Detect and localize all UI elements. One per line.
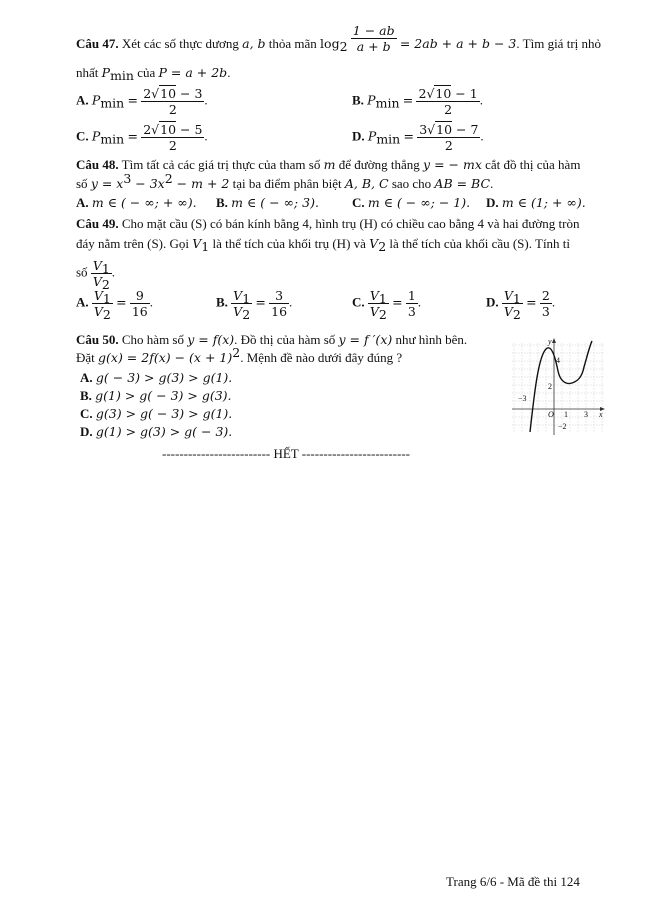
q49-line2: đáy nằm trên (S). Gọi $V_1$ là thể tích của khối trụ (H) và $V_2$ là thể tích của khối cầu (S). Tính tỉ xyxy=(76,236,571,254)
q48-line1: Câu 48. Tìm tất cả các giá trị thực của tham số m để đường thẳng y = − mx cắt đồ thị của hàm xyxy=(76,157,581,172)
q47-option-c: C. $P_{min}$ = $\frac{2√10 - 5}{2}$ . xyxy=(76,122,208,153)
q49-label: Câu 49. xyxy=(76,216,119,231)
graph-y-label: y xyxy=(548,337,552,346)
q48-option-c: C. m ∈ ( − ∞; − 1). xyxy=(352,195,471,210)
q47-fraction: $\frac{1 - ab}{a + b}$ xyxy=(352,22,395,54)
derivative-graph xyxy=(510,337,606,437)
graph-tick-m3: −3 xyxy=(518,394,527,403)
graph-tick-3: 3 xyxy=(584,410,588,419)
q49-option-b: B. $\frac{V_1}{V_2}$ = $\frac{3}{16}$ . xyxy=(216,288,293,322)
graph-tick-1: 1 xyxy=(564,410,568,419)
y-axis-arrow xyxy=(552,338,556,343)
derivative-curve xyxy=(530,341,592,432)
q50-label: Câu 50. xyxy=(76,332,119,347)
q47-line2: nhất $P_{min}$ của P = a + 2b. xyxy=(76,65,231,83)
q50-line1: Câu 50. Cho hàm số y = f(x). Đồ thị của hàm số y = f ′(x) như hình bên. xyxy=(76,332,468,347)
graph-tick-m2: −2 xyxy=(558,422,567,431)
q48-line2: số $y = x^3 - 3x^2 - m + 2$ tại ba điểm phân biệt A, B, C sao cho AB = BC. xyxy=(76,171,494,191)
q50-line2: Đặt $g(x) = 2f(x) - (x + 1)^2$. Mệnh đề nào dưới đây đúng ? xyxy=(76,345,403,365)
page-footer: Trang 6/6 - Mã đề thi 124 xyxy=(446,874,580,889)
q48-option-a: A. m ∈ ( − ∞; + ∞). xyxy=(76,195,197,210)
q47-option-a: A. $P_{min}$ = $\frac{2√10 - 3}{2}$ . xyxy=(76,86,208,117)
q47-option-d: D. $P_{min}$ = $\frac{3√10 - 7}{2}$ . xyxy=(352,122,484,153)
q47-label: Câu 47. xyxy=(76,36,119,51)
q48-label: Câu 48. xyxy=(76,157,119,172)
q49-line3: số $\frac{V_1}{V_2}$ . xyxy=(76,258,116,292)
q50-option-b: B. g(1) > g( − 3) > g(3). xyxy=(80,388,232,403)
q49-line1: Câu 49. Cho mặt cầu (S) có bán kính bằng 4, hình trụ (H) có chiều cao bằng 4 và hai đường tròn xyxy=(76,216,580,231)
graph-tick-4: 4 xyxy=(556,356,560,365)
graph-origin-label: O xyxy=(548,410,554,419)
q49-option-a: A. $\frac{V_1}{V_2}$ = $\frac{9}{16}$ . xyxy=(76,288,154,322)
graph-tick-2: 2 xyxy=(548,382,552,391)
graph-x-label: x xyxy=(599,410,603,419)
q47-line1: Câu 47. Xét các số thực dương a, b thỏa mãn $\log_2$ $\frac{1 - ab}{a + b}$ = 2ab + a + b − 3. Tìm giá trị nhỏ xyxy=(76,22,602,54)
q50-option-d: D. g(1) > g(3) > g( − 3). xyxy=(80,424,233,439)
q47-option-b: B. $P_{min}$ = $\frac{2√10 - 1}{2}$ . xyxy=(352,86,483,117)
q50-option-a: A. g( − 3) > g(3) > g(1). xyxy=(80,370,233,385)
q49-option-c: C. $\frac{V_1}{V_2}$ = $\frac{1}{3}$ . xyxy=(352,288,422,322)
q49-option-d: D. $\frac{V_1}{V_2}$ = $\frac{2}{3}$ . xyxy=(486,288,556,322)
q48-option-b: B. m ∈ ( − ∞; 3). xyxy=(216,195,319,210)
q48-option-d: D. m ∈ (1; + ∞). xyxy=(486,195,586,210)
end-marker: ------------------------- HẾT ------------------------- xyxy=(162,446,410,461)
q50-option-c: C. g(3) > g( − 3) > g(1). xyxy=(80,406,233,421)
